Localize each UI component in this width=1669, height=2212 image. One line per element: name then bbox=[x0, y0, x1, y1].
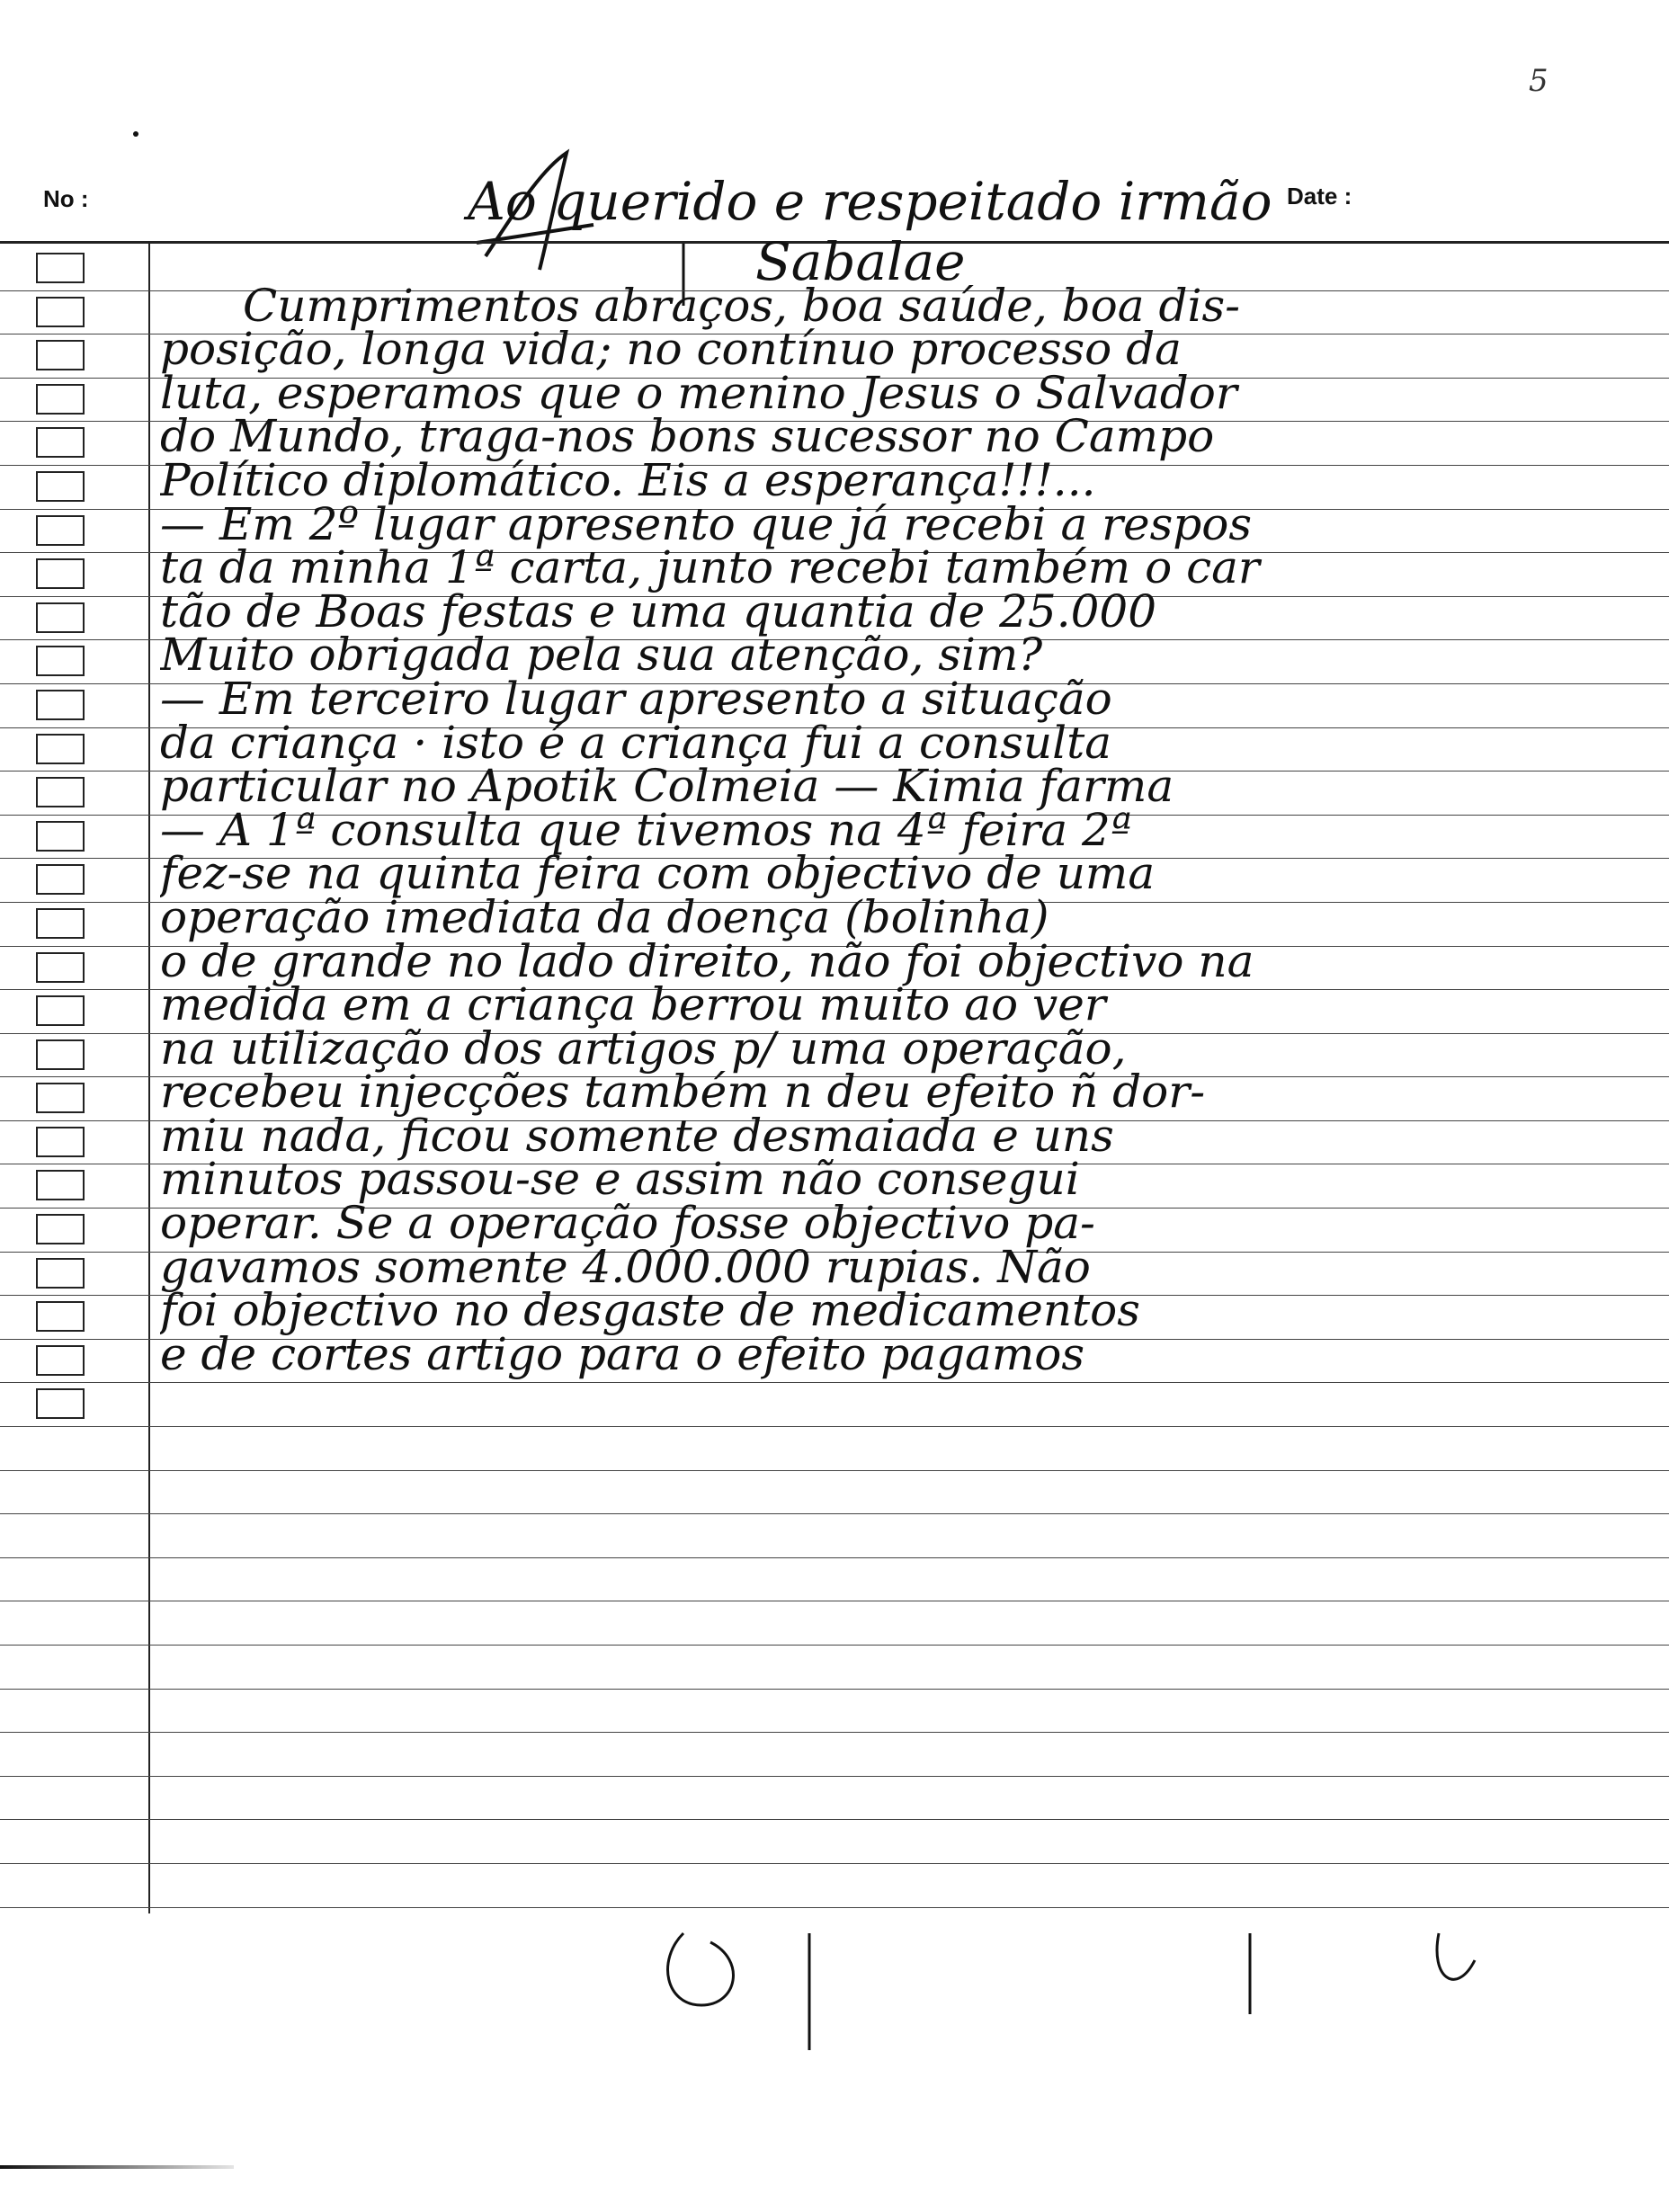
handwritten-line: recebeu injecções também n deu efeito ñ dor- bbox=[160, 1066, 1206, 1119]
descender-strokes bbox=[540, 1924, 1619, 2068]
checkbox[interactable] bbox=[36, 1388, 85, 1419]
checkbox[interactable] bbox=[36, 908, 85, 939]
checkbox[interactable] bbox=[36, 690, 85, 720]
checkbox[interactable] bbox=[36, 1345, 85, 1376]
checkbox[interactable] bbox=[36, 558, 85, 589]
handwritten-line: — A 1ª consulta que tivemos na 4ª feira 2ª bbox=[160, 803, 1132, 856]
ruled-row bbox=[0, 1383, 1669, 1427]
checkbox[interactable] bbox=[36, 864, 85, 895]
checkbox[interactable] bbox=[36, 1301, 85, 1332]
handwritten-line: — Em 2º lugar apresento que já recebi a respos bbox=[160, 497, 1253, 550]
checkbox[interactable] bbox=[36, 821, 85, 852]
handwritten-line: gavamos somente 4.000.000 rupias. Não bbox=[160, 1240, 1091, 1293]
ruled-lines bbox=[0, 235, 1669, 1908]
ruled-row bbox=[0, 1864, 1669, 1908]
handwritten-line: ta da minha 1ª carta, junto recebi também o car bbox=[160, 541, 1260, 594]
ruled-row bbox=[0, 1690, 1669, 1734]
checkbox[interactable] bbox=[36, 471, 85, 502]
ruled-row bbox=[0, 1514, 1669, 1558]
handwritten-line: da criança · isto é a criança fui a consulta bbox=[160, 716, 1112, 769]
handwritten-line: posição, longa vida; no contínuo processo da bbox=[160, 323, 1182, 376]
ruled-row bbox=[0, 1646, 1669, 1690]
checkbox[interactable] bbox=[36, 1258, 85, 1289]
number-label: No : bbox=[43, 185, 89, 212]
handwritten-line: operação imediata da doença (bolinha) bbox=[160, 890, 1049, 943]
checkbox[interactable] bbox=[36, 340, 85, 370]
ruled-row bbox=[0, 1558, 1669, 1602]
handwritten-line: foi objectivo no desgaste de medicamentos bbox=[160, 1284, 1140, 1337]
checkbox[interactable] bbox=[36, 253, 85, 283]
ruled-row bbox=[0, 1601, 1669, 1646]
letter-heading: Ao querido e respeitado irmão bbox=[468, 171, 1272, 232]
ruled-row bbox=[0, 1327, 1669, 1384]
handwritten-line: tão de Boas festas e uma quantia de 25.000 bbox=[160, 584, 1157, 638]
handwritten-line: Muito obrigada pela sua atenção, sim? bbox=[160, 629, 1043, 682]
ruled-row bbox=[0, 1777, 1669, 1821]
checkbox[interactable] bbox=[36, 646, 85, 676]
handwritten-line: do Mundo, traga-nos bons sucessor no Campo bbox=[160, 410, 1215, 463]
date-label: Date : bbox=[1287, 183, 1352, 210]
handwritten-line: medida em a criança berrou muito ao ver bbox=[160, 978, 1106, 1031]
ruled-row bbox=[0, 1733, 1669, 1777]
scan-edge-mark bbox=[0, 2165, 234, 2169]
checkbox[interactable] bbox=[36, 734, 85, 764]
page-number: 5 bbox=[1529, 63, 1549, 99]
checkbox[interactable] bbox=[36, 1083, 85, 1113]
ruled-row bbox=[0, 1471, 1669, 1515]
checkbox[interactable] bbox=[36, 297, 85, 327]
checkbox[interactable] bbox=[36, 777, 85, 807]
handwritten-line: Político diplomático. Eis a esperança!!!... bbox=[160, 453, 1096, 506]
checkbox[interactable] bbox=[36, 1127, 85, 1157]
handwritten-line: Sabalae bbox=[755, 235, 966, 289]
handwritten-line: na utilização dos artigos p/ uma operação, bbox=[160, 1021, 1127, 1075]
ruled-row bbox=[0, 1820, 1669, 1864]
handwritten-line: operar. Se a operação fosse objectivo pa- bbox=[160, 1197, 1095, 1250]
handwritten-line: luta, esperamos que o menino Jesus o Salvador bbox=[160, 366, 1237, 419]
checkbox[interactable] bbox=[36, 1214, 85, 1244]
checkbox[interactable] bbox=[36, 427, 85, 458]
ruled-row bbox=[0, 1427, 1669, 1471]
handwritten-line: e de cortes artigo para o efeito pagamos bbox=[160, 1327, 1085, 1380]
handwritten-line: Cumprimentos abraços, boa saúde, boa dis- bbox=[243, 279, 1241, 332]
checkbox[interactable] bbox=[36, 602, 85, 633]
ink-dot bbox=[133, 131, 138, 137]
handwritten-line: o de grande no lado direito, não foi objectivo na bbox=[160, 934, 1254, 987]
handwritten-line: particular no Apotik Colmeia — Kimia farma bbox=[160, 760, 1174, 813]
checkbox[interactable] bbox=[36, 384, 85, 415]
checkbox[interactable] bbox=[36, 952, 85, 983]
checkbox[interactable] bbox=[36, 1039, 85, 1070]
handwritten-line: fez-se na quinta feira com objectivo de uma bbox=[160, 847, 1156, 900]
handwritten-line: minutos passou-se e assim não consegui bbox=[160, 1153, 1080, 1206]
checkbox[interactable] bbox=[36, 515, 85, 546]
handwritten-line: — Em terceiro lugar apresento a situação bbox=[160, 672, 1112, 725]
checkbox[interactable] bbox=[36, 1170, 85, 1200]
checkbox[interactable] bbox=[36, 995, 85, 1026]
handwritten-line: miu nada, ficou somente desmaiada e uns bbox=[160, 1109, 1114, 1162]
